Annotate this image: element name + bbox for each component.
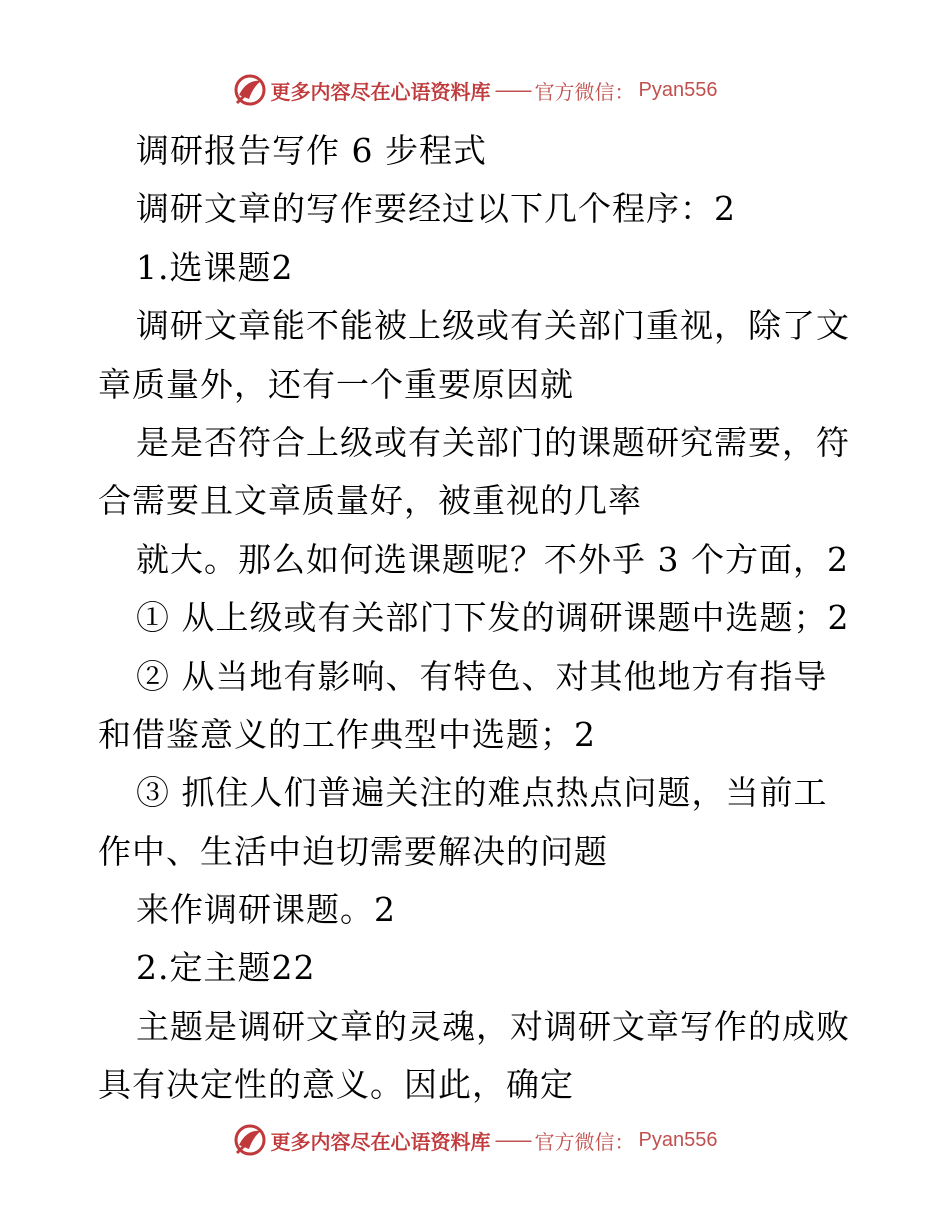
text-line: 调研文章的写作要经过以下几个程序：2 — [136, 189, 736, 229]
text-line: 和借鉴意义的工作典型中选题；2 — [98, 714, 596, 754]
watermark-dash: —— — [494, 78, 531, 102]
watermark-content — [233, 73, 718, 107]
header-watermark-banner — [0, 70, 950, 110]
footer-watermark-banner — [0, 1120, 950, 1160]
document-body — [98, 122, 858, 1115]
watermark-main-text: 更多内容尽在心语资料库 — [270, 1129, 491, 1154]
text-line: 1.选课题2 — [136, 247, 294, 287]
watermark-dash: —— — [494, 1128, 531, 1152]
text-line: 是是否符合上级或有关部门的课题研究需要，符 — [136, 422, 850, 462]
text-line: 来作调研课题。2 — [136, 890, 396, 930]
text-line: 章质量外，还有一个重要原因就 — [98, 364, 574, 404]
text-line: 调研文章能不能被上级或有关部门重视，除了文 — [136, 306, 850, 346]
text-line: 具有决定性的意义。因此，确定 — [98, 1065, 574, 1105]
text-line: 合需要且文章质量好，被重视的几率 — [98, 481, 642, 521]
watermark-wechat-id: Pyan556 — [638, 1128, 718, 1151]
watermark-content — [233, 1123, 718, 1157]
text-line: 2.定主题22 — [136, 948, 316, 988]
watermark-main-text: 更多内容尽在心语资料库 — [270, 79, 491, 104]
watermark-subtext: 官方微信： — [534, 79, 635, 104]
text-line: 就大。那么如何选课题呢？不外乎 3 个方面，2 — [136, 539, 849, 579]
text-line: ① 从上级或有关部门下发的调研课题中选题；2 — [136, 598, 850, 638]
text-line: 调研报告写作 6 步程式 — [136, 131, 487, 170]
watermark-subtext: 官方微信： — [534, 1129, 635, 1154]
text-line: ③ 抓住人们普遍关注的难点热点问题，当前工 — [136, 773, 828, 813]
text-line: 主题是调研文章的灵魂，对调研文章写作的成败 — [136, 1006, 850, 1046]
pen-logo-icon — [233, 73, 267, 107]
pen-logo-icon — [233, 1123, 267, 1157]
text-line: ② 从当地有影响、有特色、对其他地方有指导 — [136, 656, 828, 696]
watermark-wechat-id: Pyan556 — [638, 78, 718, 101]
text-line: 作中、生活中迫切需要解决的问题 — [98, 831, 608, 871]
